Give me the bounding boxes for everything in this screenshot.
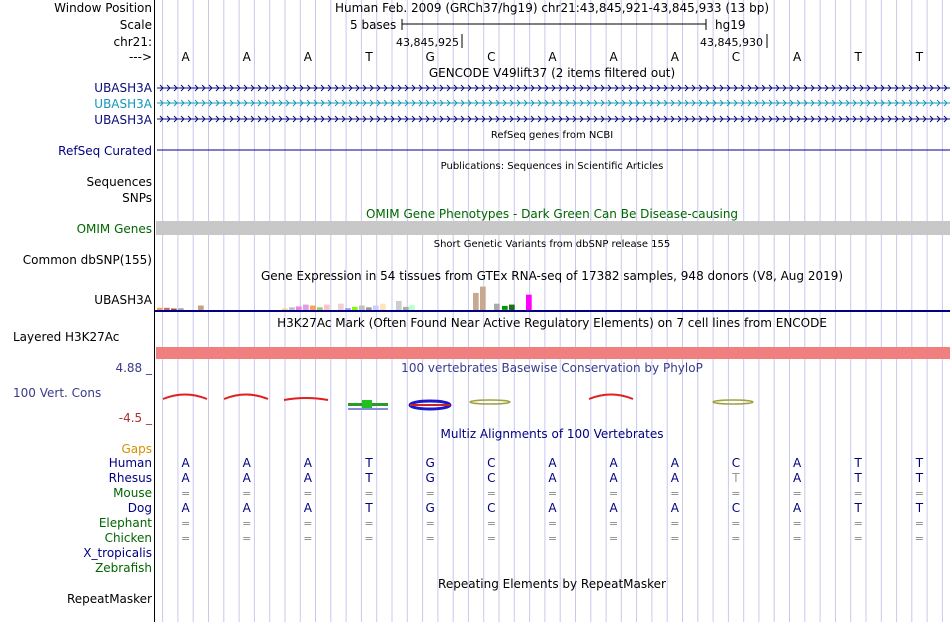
gtex-bar [366, 307, 372, 310]
phylop-glyph [589, 395, 633, 400]
repeat-label[interactable]: RepeatMasker [66, 592, 152, 606]
alignment-base: T [915, 501, 924, 515]
alignment-base: = [792, 487, 802, 500]
gtex-bar [296, 306, 302, 310]
alignment-base: A [792, 471, 802, 485]
sequence-base: A [242, 50, 251, 64]
alignment-base: = [670, 532, 680, 545]
phylop-min: -4.5 _ [118, 411, 152, 425]
sequence-base: G [425, 50, 435, 64]
alignment-base: = [242, 517, 252, 530]
alignment-base: A [792, 456, 802, 470]
chrom-label: chr21: [113, 35, 152, 49]
phylop-title: 100 vertebrates Basewise Conservation by PhyloP [401, 361, 703, 375]
phylop-glyph [224, 395, 268, 400]
alignment-base: A [548, 471, 557, 485]
alignment-base: = [853, 487, 863, 500]
alignment-base: = [731, 532, 741, 545]
alignment-base: = [180, 517, 191, 530]
pubs-title: Publications: Sequences in Scientific Articles [440, 161, 664, 172]
species-label-rhesus[interactable]: Rhesus [108, 471, 152, 485]
sequence-base: T [365, 50, 373, 64]
window-position-label: Window Position [54, 1, 152, 15]
scale-bar-text: 5 bases [350, 18, 397, 32]
sequence-base: C [487, 50, 496, 64]
alignment-base: = [914, 532, 924, 545]
h3k27ac-label[interactable]: Layered H3K27Ac [13, 330, 120, 344]
alignment-base: A [792, 501, 802, 515]
alignment-base: A [548, 501, 557, 515]
species-label-elephant[interactable]: Elephant [98, 516, 152, 530]
multiz-title: Multiz Alignments of 100 Vertebrates [440, 427, 664, 441]
sequence-base: A [303, 50, 312, 64]
alignment-base: = [914, 487, 924, 500]
alignment-base: = [303, 487, 313, 500]
position-left: 43,845,925 [396, 36, 459, 49]
dbsnp-label[interactable]: Common dbSNP(155) [22, 253, 152, 267]
gencode-title: GENCODE V49lift37 (2 items filtered out) [428, 66, 676, 80]
gtex-bar [157, 308, 163, 310]
alignment-base: = [303, 517, 313, 530]
sequence-base: A [181, 50, 190, 64]
alignment-base: T [854, 471, 862, 485]
refseq-label[interactable]: RefSeq Curated [58, 144, 152, 158]
alignment-base: = [731, 517, 741, 530]
alignment-base: A [242, 501, 251, 515]
scale-assembly: hg19 [715, 18, 746, 32]
species-label-zebrafish[interactable]: Zebrafish [95, 561, 152, 575]
gtex-title: Gene Expression in 54 tissues from GTEx RNA-seq of 17382 samples, 948 donors (V8, Aug 2019) [260, 269, 844, 283]
alignment-base: T [365, 471, 373, 485]
alignment-base: A [609, 456, 618, 470]
gtex-bar [338, 304, 344, 310]
gtex-bar [198, 306, 204, 311]
alignment-base: = [486, 532, 496, 545]
gtex-bar [289, 307, 295, 310]
alignment-base: A [670, 471, 679, 485]
alignment-base: = [486, 487, 496, 500]
species-label-chicken[interactable]: Chicken [104, 531, 152, 545]
alignment-base: = [180, 532, 191, 545]
alignment-base: G [425, 471, 435, 485]
sequence-base: A [792, 50, 802, 64]
species-label-human[interactable]: Human [108, 456, 152, 470]
alignment-base: A [242, 471, 251, 485]
gtex-bar [403, 307, 409, 310]
sequences-label[interactable]: Sequences [86, 175, 152, 189]
species-label-mouse[interactable]: Mouse [113, 486, 152, 500]
phylop-glyph [362, 400, 372, 408]
phylop-glyph [348, 408, 388, 410]
alignment-base: A [181, 456, 190, 470]
gtex-bar [317, 307, 323, 310]
gtex-bar [178, 308, 184, 310]
alignment-base: = [792, 517, 802, 530]
gtex-bar [345, 308, 351, 310]
alignment-base: G [425, 456, 435, 470]
species-label-dog[interactable]: Dog [127, 501, 152, 515]
sequence-base: A [670, 50, 679, 64]
sequence-base: C [731, 50, 741, 64]
repeat-title: Repeating Elements by RepeatMasker [438, 577, 666, 591]
alignment-base: = [425, 532, 435, 545]
omim-title: OMIM Gene Phenotypes - Dark Green Can Be Disease-causing [365, 207, 739, 221]
alignment-base: C [487, 471, 496, 485]
h3k27ac-bar [156, 347, 950, 359]
alignment-base: T [365, 456, 373, 470]
alignment-base: A [181, 501, 190, 515]
dbsnp-title: Short Genetic Variants from dbSNP release 155 [433, 239, 671, 250]
scale-label: Scale [119, 18, 152, 32]
gtex-bar [502, 306, 508, 310]
alignment-base: = [364, 517, 374, 530]
sequence-base: T [915, 50, 924, 64]
omim-label[interactable]: OMIM Genes [76, 222, 152, 236]
gtex-bar [324, 305, 330, 310]
alignment-base: C [731, 501, 741, 515]
gencode-row-2[interactable]: UBASH3A [94, 97, 152, 111]
gencode-row-3[interactable]: UBASH3A [94, 113, 152, 127]
alignment-base: A [303, 456, 312, 470]
phylop-glyph [470, 400, 510, 404]
alignment-base: T [854, 456, 862, 470]
alignment-base: = [303, 532, 313, 545]
gtex-label[interactable]: UBASH3A [94, 293, 152, 307]
gtex-bar [164, 308, 170, 310]
gtex-bar [359, 306, 365, 311]
gencode-row-1[interactable]: UBASH3A [94, 81, 152, 95]
gtex-bar [409, 305, 415, 310]
gtex-bar [282, 309, 288, 310]
window-position-value: Human Feb. 2009 (GRCh37/hg19) chr21:43,845,921-43,845,933 (13 bp) [334, 1, 770, 15]
phylop-glyph [713, 400, 753, 404]
alignment-base: C [487, 501, 496, 515]
alignment-base: G [425, 501, 435, 515]
snps-label[interactable]: SNPs [122, 191, 152, 205]
alignment-base: = [670, 517, 680, 530]
alignment-base: = [853, 517, 863, 530]
alignment-base: A [181, 471, 190, 485]
phylop-glyph [410, 404, 450, 406]
alignment-base: A [609, 471, 618, 485]
gtex-bar [473, 293, 479, 310]
alignment-base: T [915, 456, 924, 470]
alignment-base: A [609, 501, 618, 515]
alignment-base: = [242, 487, 252, 500]
alignment-base: = [425, 487, 435, 500]
phylop-glyph [163, 395, 207, 400]
alignment-base: A [303, 501, 312, 515]
gtex-bar [171, 309, 177, 310]
alignment-base: = [547, 532, 558, 545]
alignment-base: C [731, 456, 741, 470]
gtex-bar [303, 305, 309, 310]
alignment-base: = [425, 517, 435, 530]
gtex-bar [373, 306, 379, 311]
alignment-base: A [548, 456, 557, 470]
gtex-bar [480, 287, 486, 310]
alignment-base: A [242, 456, 251, 470]
alignment-base: = [792, 532, 802, 545]
sequence-base: T [854, 50, 862, 64]
alignment-base: T [854, 501, 862, 515]
alignment-base: = [364, 532, 374, 545]
alignment-base: = [670, 487, 680, 500]
gaps-label[interactable]: Gaps [121, 442, 152, 456]
position-right: 43,845,930 [700, 36, 763, 49]
alignment-base: = [486, 517, 496, 530]
sequence-base: A [548, 50, 557, 64]
h3k27ac-title: H3K27Ac Mark (Often Found Near Active Regulatory Elements) on 7 cell lines from ENCODE [277, 316, 827, 330]
phylop-max: 4.88 _ [115, 361, 152, 375]
alignment-base: A [670, 501, 679, 515]
gtex-bar [526, 295, 532, 310]
alignment-base: = [608, 532, 619, 545]
gtex-bar [494, 304, 500, 310]
alignment-base: = [364, 487, 374, 500]
gtex-bar [509, 305, 515, 310]
alignment-base: C [487, 456, 496, 470]
alignment-base: = [853, 532, 863, 545]
omim-bar [156, 221, 950, 235]
gtex-bar [352, 307, 358, 310]
alignment-base: = [608, 517, 619, 530]
alignment-base: = [547, 517, 558, 530]
phylop-glyph [284, 398, 328, 400]
alignment-base: = [242, 532, 252, 545]
alignment-base: = [547, 487, 558, 500]
alignment-base: T [732, 471, 740, 485]
alignment-base: T [365, 501, 373, 515]
alignment-base: = [608, 487, 619, 500]
alignment-base: = [731, 487, 741, 500]
phylop-label[interactable]: 100 Vert. Cons [13, 386, 102, 400]
gtex-bar [380, 304, 386, 310]
sequence-base: A [609, 50, 618, 64]
refseq-title: RefSeq genes from NCBI [490, 130, 614, 141]
species-label-x_tropicalis[interactable]: X_tropicalis [83, 546, 152, 560]
alignment-base: T [915, 471, 924, 485]
gtex-bar [310, 306, 316, 311]
gtex-bar [396, 301, 402, 310]
alignment-base: A [670, 456, 679, 470]
alignment-base: A [303, 471, 312, 485]
strand-label: ---> [128, 50, 152, 64]
alignment-base: = [914, 517, 924, 530]
alignment-base: = [180, 487, 191, 500]
